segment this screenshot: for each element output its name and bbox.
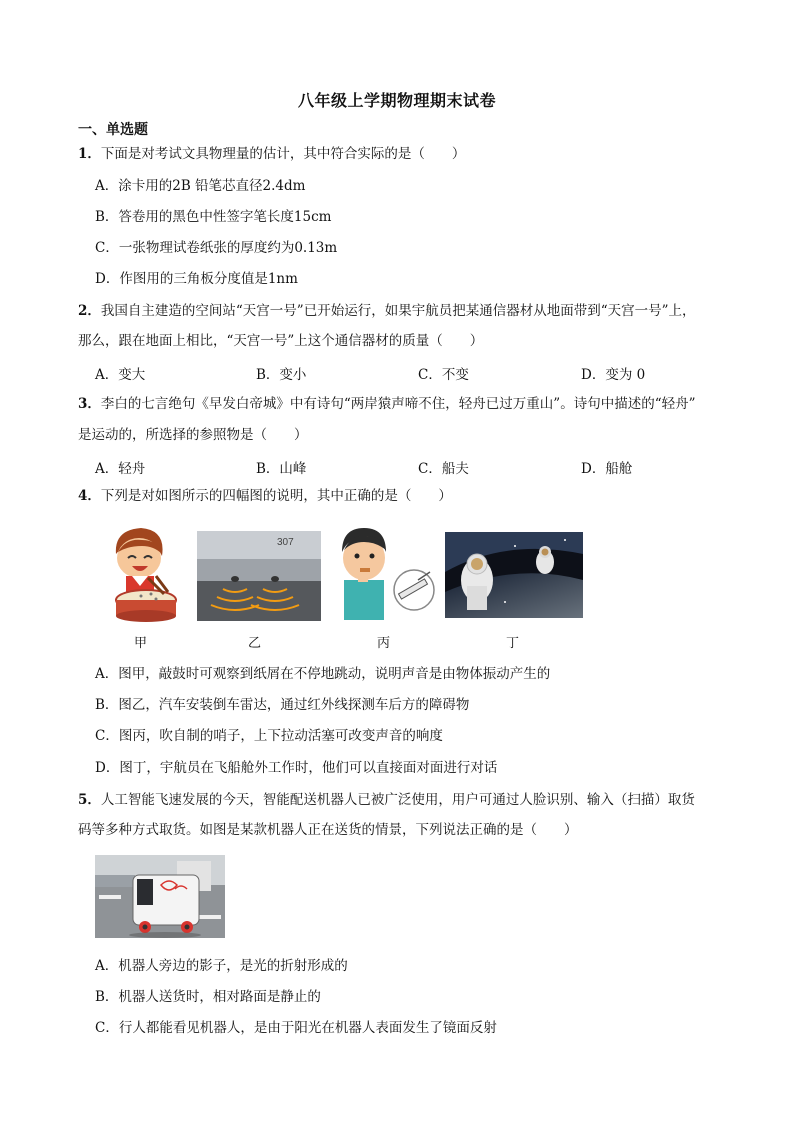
question-4-option-d: D．图丁，宇航员在飞船舱外工作时，他们可以直接面对面进行对话 bbox=[95, 760, 498, 776]
question-5-number: 5． bbox=[78, 792, 101, 808]
question-5-text: 人工智能飞速发展的今天，智能配送机器人已被广泛使用，用户可通过人脸识别、输入（扫描）取货 bbox=[100, 792, 695, 808]
figure-jia-caption: 甲 bbox=[134, 636, 148, 651]
question-3-stem-continued: 是运动的，所选择的参照物是（ ） bbox=[78, 427, 308, 443]
figure-ding-astronauts bbox=[445, 532, 583, 618]
question-3-stem bbox=[78, 395, 696, 413]
figure-bing-whistle-boy bbox=[334, 522, 436, 622]
question-1-stem bbox=[78, 145, 465, 163]
question-4-stem bbox=[78, 487, 452, 505]
question-1-option-d: D．作图用的三角板分度值是1nm bbox=[95, 271, 298, 287]
car-badge-text: 307 bbox=[277, 537, 294, 548]
question-5-option-b: B．机器人送货时，相对路面是静止的 bbox=[95, 989, 321, 1005]
question-2-stem bbox=[78, 302, 696, 320]
question-1-text: 下面是对考试文具物理量的估计，其中符合实际的是（ ） bbox=[100, 146, 466, 162]
question-3-text: 李白的七言绝句《早发白帝城》中有诗句“两岸猿声啼不住，轻舟已过万重山”。诗句中描述的“轻舟” bbox=[100, 396, 696, 412]
question-2-number: 2． bbox=[78, 303, 101, 319]
question-5-option-c: C．行人都能看见机器人，是由于阳光在机器人表面发生了镜面反射 bbox=[95, 1020, 497, 1036]
figure-bing-caption: 丙 bbox=[377, 636, 391, 651]
figure-ding-caption: 丁 bbox=[506, 636, 520, 651]
question-4-number: 4． bbox=[78, 488, 101, 504]
question-4-text: 下列是对如图所示的四幅图的说明，其中正确的是（ ） bbox=[100, 488, 452, 504]
question-2-option-b: B．变小 bbox=[256, 367, 307, 383]
question-1-option-b: B．答卷用的黑色中性签字笔长度15cm bbox=[95, 209, 332, 225]
page-title: 八年级上学期物理期末试卷 bbox=[297, 91, 496, 110]
question-2-option-a: A．变大 bbox=[95, 367, 146, 383]
figure-yi-caption: 乙 bbox=[248, 636, 262, 651]
question-2-option-c: C．不变 bbox=[418, 367, 469, 383]
question-2-stem-continued: 那么，跟在地面上相比，“天宫一号”上这个通信器材的质量（ ） bbox=[78, 333, 484, 349]
question-3-option-c: C．船夫 bbox=[418, 461, 469, 477]
question-1-option-a: A．涂卡用的2B 铅笔芯直径2.4dm bbox=[95, 178, 306, 194]
question-3-option-d: D．船舱 bbox=[581, 461, 633, 477]
section-heading: 一、单选题 bbox=[78, 122, 148, 138]
question-5-option-a: A．机器人旁边的影子，是光的折射形成的 bbox=[95, 958, 348, 974]
question-2-option-d: D．变为 0 bbox=[581, 367, 646, 383]
question-4-option-a: A．图甲，敲鼓时可观察到纸屑在不停地跳动，说明声音是由物体振动产生的 bbox=[95, 666, 551, 682]
question-2-text: 我国自主建造的空间站“天宫一号”已开始运行，如果宇航员把某通信器材从地面带到“天宫一号”上， bbox=[100, 303, 696, 319]
question-1-number: 1． bbox=[78, 146, 101, 162]
figure-yi-car-radar bbox=[197, 531, 321, 621]
question-3-number: 3． bbox=[78, 396, 101, 412]
question-1-option-c: C．一张物理试卷纸张的厚度约为0.13m bbox=[95, 240, 338, 256]
figure-jia-drum-boy bbox=[96, 524, 186, 624]
question-3-option-a: A．轻舟 bbox=[95, 461, 146, 477]
question-4-option-b: B．图乙，汽车安装倒车雷达，通过红外线探测车后方的障碍物 bbox=[95, 697, 470, 713]
question-3-option-b: B．山峰 bbox=[256, 461, 307, 477]
question-5-stem-continued: 码等多种方式取货。如图是某款机器人正在送货的情景，下列说法正确的是（ ） bbox=[78, 822, 578, 838]
question-4-option-c: C．图丙，吹自制的哨子，上下拉动活塞可改变声音的响度 bbox=[95, 728, 443, 744]
figure-delivery-robot bbox=[95, 855, 225, 938]
question-5-stem bbox=[78, 791, 695, 809]
